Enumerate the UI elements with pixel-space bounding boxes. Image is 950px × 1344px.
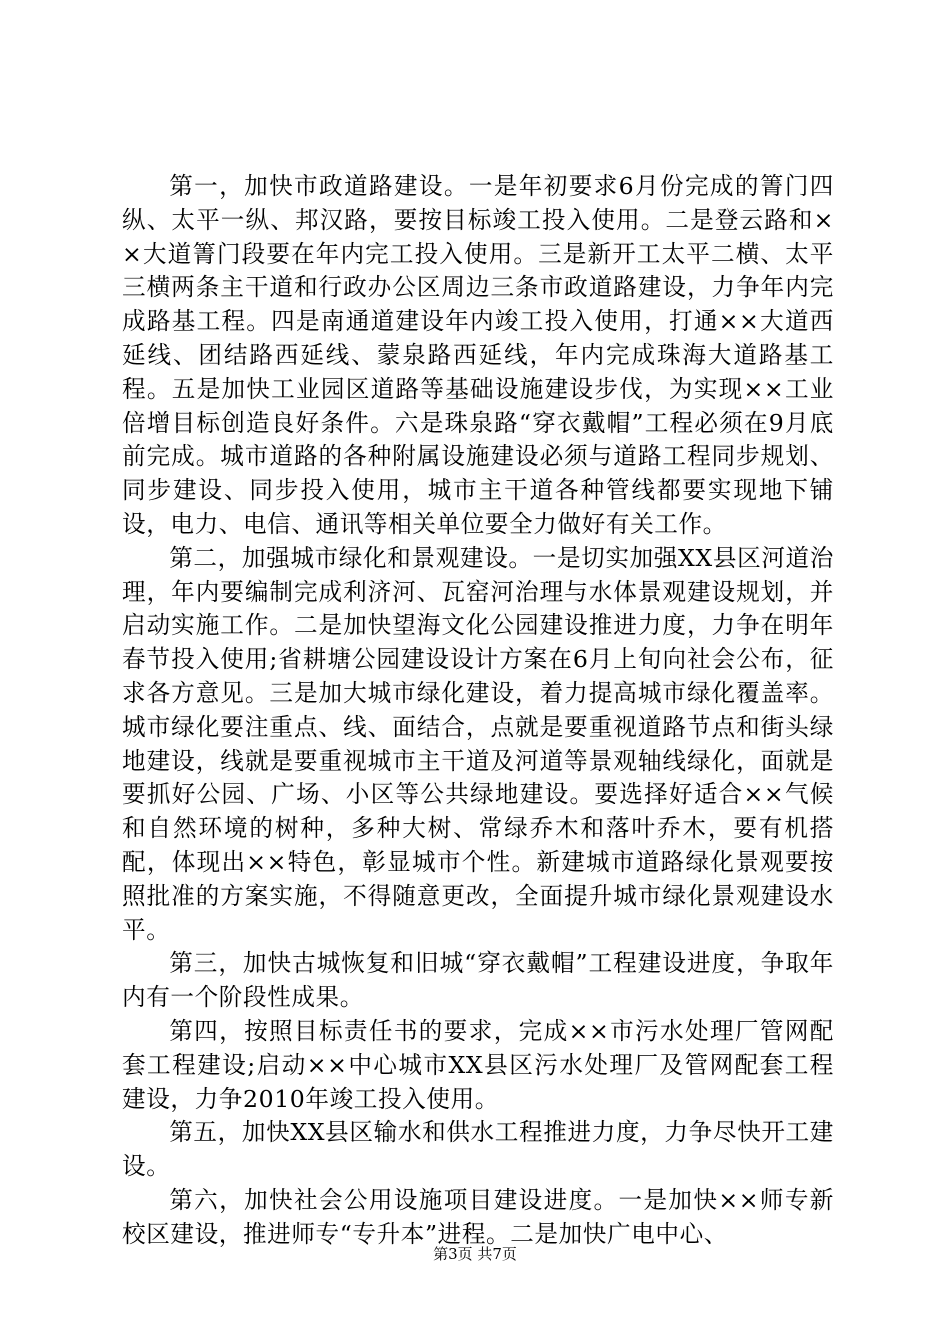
paragraph-6: 第六，加快社会公用设施项目建设进度。一是加快××师专新校区建设，推进师专“专升本”进程。二是加快广电中心、 (122, 1185, 834, 1248)
paragraph-1: 第一，加快市政道路建设。一是年初要求6月份完成的箐门四纵、太平一纵、邦汉路，要按目标竣工投入使用。二是登云路和××大道箐门段要在年内完工投入使用。三是新开工太平二横、太平三横两条主干道和行政办公区周边三条市政道路建设，力争年内完成路基工程。四是南通道建设年内竣工投入使用，打通××大道西延线、团结路西延线、蒙泉路西延线，年内完成珠海大道路基工程。五是加快工业园区道路等基础设施建设步伐，为实现××工业倍增目标创造良好条件。六是珠泉路“穿衣戴帽”工程必须在9月底前完成。城市道路的各种附属设施建设必须与道路工程同步规划、同步建设、同步投入使用，城市主干道各种管线都要实现地下铺设，电力、电信、通讯等相关单位要全力做好有关工作。 (122, 172, 834, 538)
page-footer: 第3页 共7页 (433, 1245, 517, 1263)
paragraph-2: 第二，加强城市绿化和景观建设。一是切实加强XX县区河道治理，年内要编制完成利济河、瓦窑河治理与水体景观建设规划，并启动实施工作。二是加快望海文化公园建设推进力度，力争在明年春节投入使用;省耕塘公园建设设计方案在6月上旬向社会公布，征求各方意见。三是加大城市绿化建设，着力提高城市绿化覆盖率。城市绿化要注重点、线、面结合，点就是要重视道路节点和街头绿地建设，线就是要重视城市主干道及河道等景观轴线绿化，面就是要抓好公园、广场、小区等公共绿地建设。要选择好适合××气候和自然环境的树种，多种大树、常绿乔木和落叶乔木，要有机搭配，体现出××特色，彰显城市个性。新建城市道路绿化景观要按照批准的方案实施，不得随意更改，全面提升城市绿化景观建设水平。 (122, 543, 834, 944)
document-body (122, 170, 834, 1252)
paragraph-4: 第四，按照目标责任书的要求，完成××市污水处理厂管网配套工程建设;启动××中心城市XX县区污水处理厂及管网配套工程建设，力争2010年竣工投入使用。 (122, 1016, 834, 1113)
paragraph-3: 第三，加快古城恢复和旧城“穿衣戴帽”工程建设进度，争取年内有一个阶段性成果。 (122, 949, 834, 1012)
paragraph-5: 第五，加快XX县区输水和供水工程推进力度，力争尽快开工建设。 (122, 1118, 834, 1181)
